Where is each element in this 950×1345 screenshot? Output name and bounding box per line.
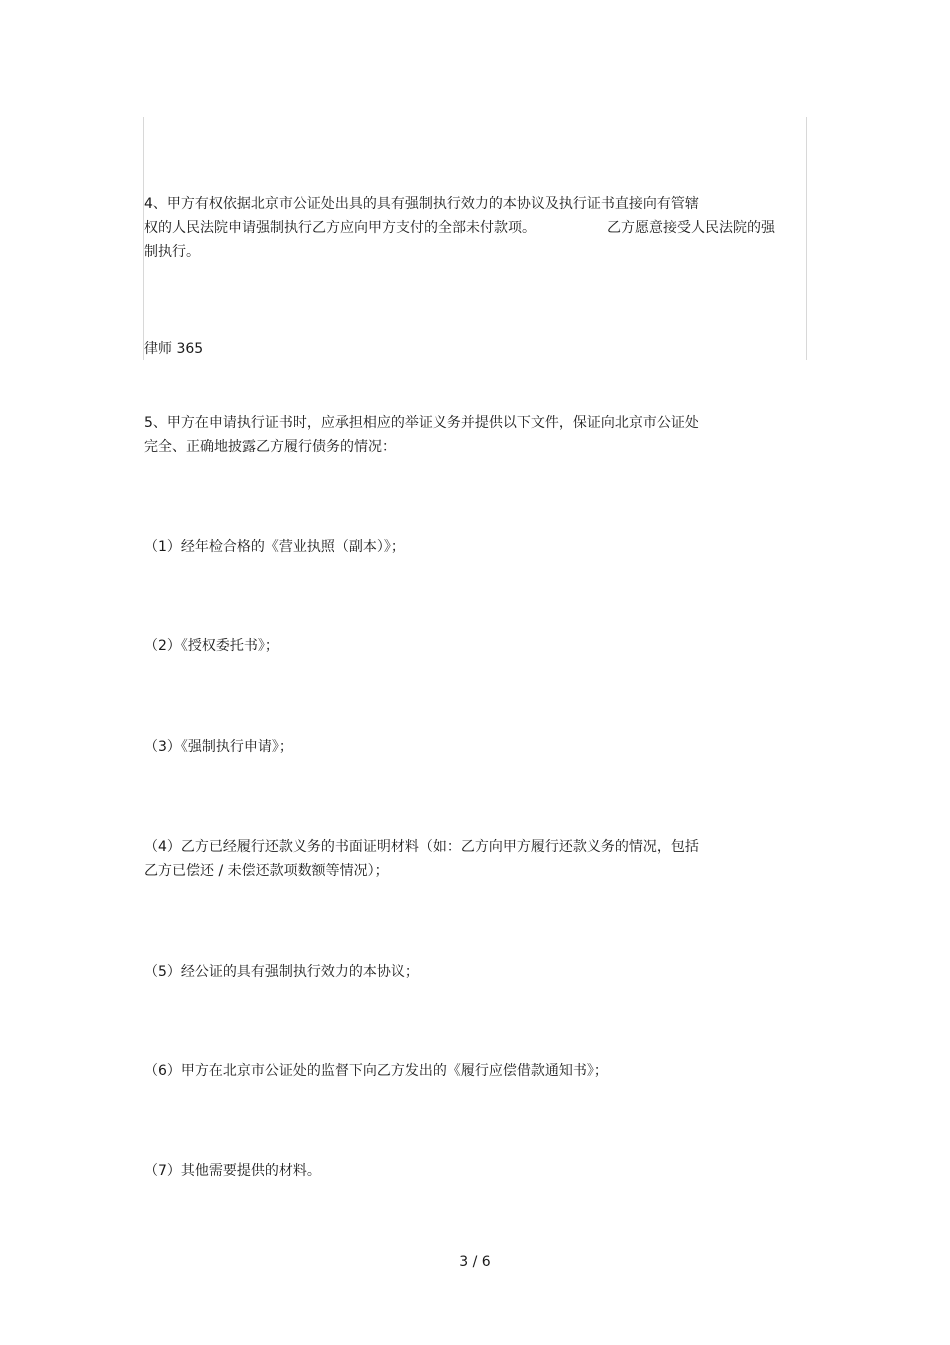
list-item: （4）乙方已经履行还款义务的书面证明材料（如：乙方向甲方履行还款义务的情况，包括: [144, 839, 699, 855]
page-number: 3 / 6: [459, 1254, 491, 1270]
clause-4-line-3: 制执行。: [144, 244, 200, 260]
clause-5-line-2: 完全、正确地披露乙方履行债务的情况：: [144, 439, 396, 455]
list-item-continuation: 乙方已偿还 / 未偿还款项数额等情况）；: [144, 863, 389, 879]
list-item: （6）甲方在北京市公证处的监督下向乙方发出的《履行应偿借款通知书》；: [144, 1063, 608, 1079]
clause-4-line-2b: 乙方愿意接受人民法院的强: [607, 220, 775, 236]
frame-left-border: [143, 117, 144, 360]
clause-5-line-1: 5、甲方在申请执行证书时，应承担相应的举证义务并提供以下文件，保证向北京市公证处: [144, 415, 699, 431]
list-item: （5）经公证的具有强制执行效力的本协议；: [144, 964, 419, 980]
list-item: （2）《授权委托书》；: [144, 638, 279, 654]
list-item: （7）其他需要提供的材料。: [144, 1163, 321, 1179]
list-item: （1）经年检合格的《营业执照（副本）》；: [144, 539, 405, 555]
list-item: （3）《强制执行申请》；: [144, 739, 293, 755]
clause-4-line-1: 4、甲方有权依据北京市公证处出具的具有强制执行效力的本协议及执行证书直接向有管辖: [144, 196, 699, 212]
watermark-text: 律师 365: [144, 341, 204, 357]
clause-4-line-2a: 权的人民法院申请强制执行乙方应向甲方支付的全部未付款项。: [144, 220, 536, 236]
frame-right-border: [806, 117, 807, 360]
